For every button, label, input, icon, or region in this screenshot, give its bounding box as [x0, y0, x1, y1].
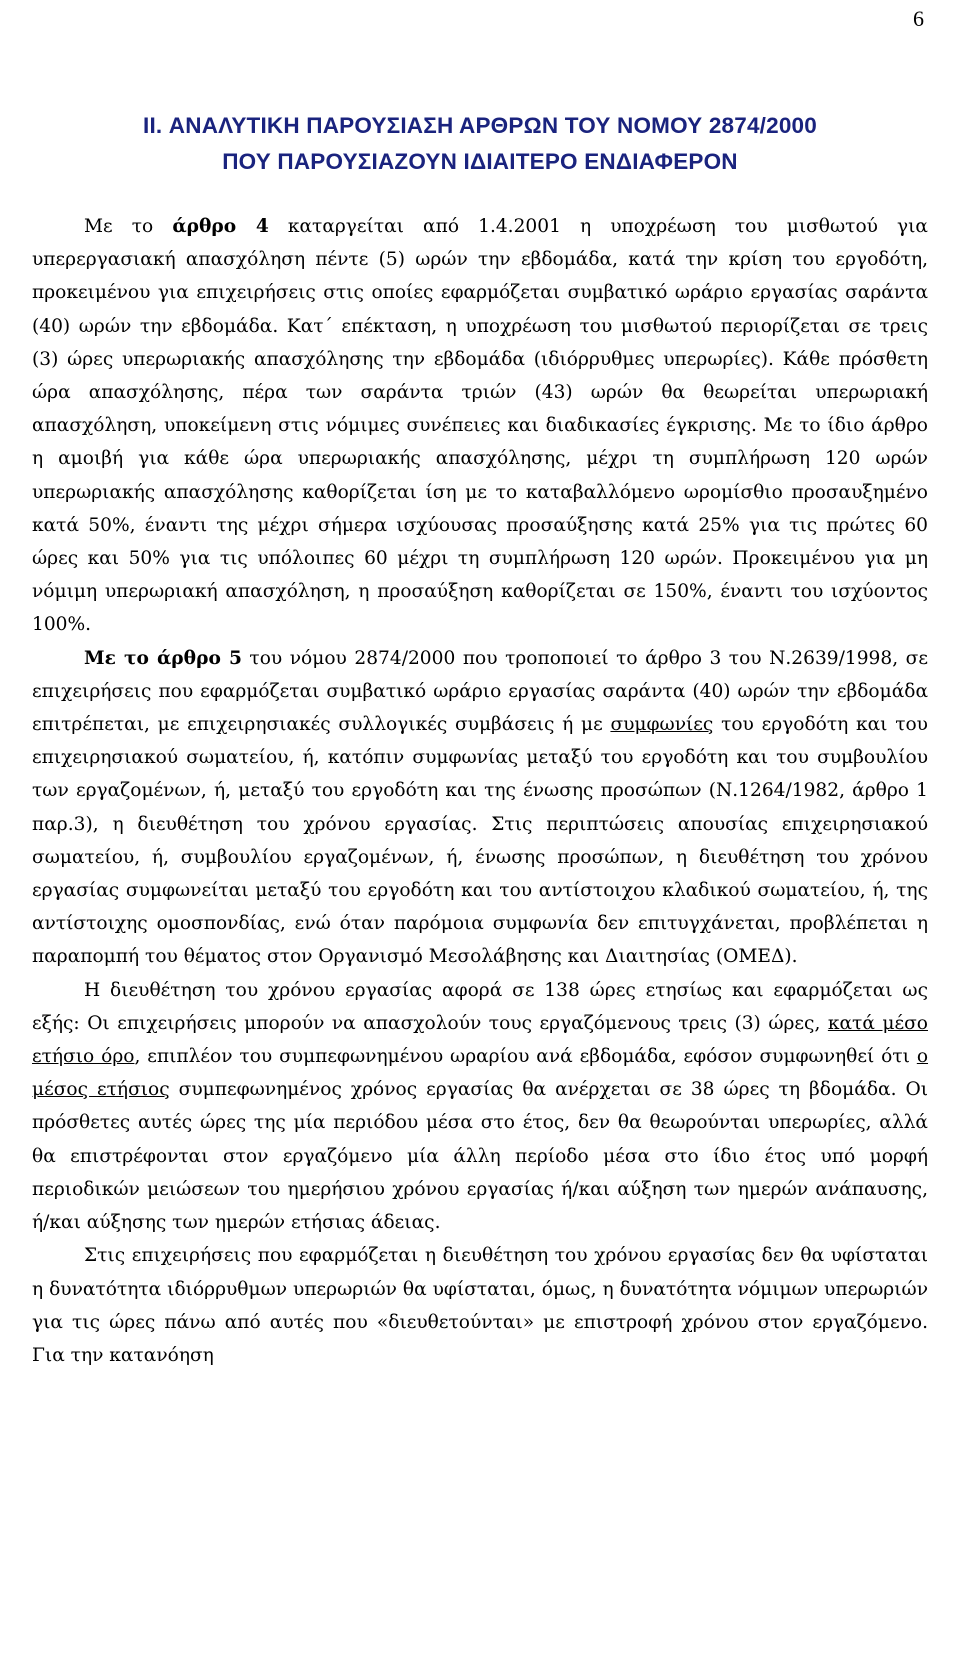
- paragraph-working-time: [32, 974, 928, 1240]
- paragraph-article-5: [32, 642, 928, 974]
- underlined-run: ο μέσος ετήσιος: [32, 1046, 929, 1101]
- text-run: Με το: [84, 216, 173, 237]
- bold-run: άρθρο 4: [172, 216, 269, 237]
- text-run: Η διευθέτηση του χρόνου εργασίας αφορά σε 138 ώρες ετησίως και εφαρμόζεται ως εξής: Οι επιχειρήσεις μπορούν να απασχολούν τους εργαζόμενους τρεις (3) ώρες,: [32, 979, 928, 1034]
- bold-run: Με το άρθρο 5: [84, 647, 242, 669]
- text-run: , επιπλέον του συμπεφωνημένου ωραρίου ανά εβδομάδα, εφόσον συμφωνηθεί ότι: [134, 1046, 917, 1068]
- underlined-run: κατά μέσο ετήσιο όρο: [32, 1012, 928, 1068]
- text-run: του εργοδότη και του επιχειρησιακού σωματείου, ή, κατόπιν συμφωνίας μεταξύ του εργοδότη και του συμβουλίου των εργαζομένων, ή, μεταξύ του εργοδότη και της ένωσης προσώπων (Ν.1264/1982, άρθρο 1 παρ.3), η διευθέτηση του χρόνου εργασίας. Στις περιπτώσεις απουσίας επιχειρησιακού σωματείου, ή, συμβουλίου εργαζομένων, ή, ένωσης προσώπων, η διευθέτηση του χρόνου εργασίας συμφωνείται μεταξύ του εργοδότη και του αντίστοιχου κλαδικού σωματείου, ή, της αντίστοιχης ομοσπονδίας, ενώ όταν παρόμοια συμφωνία δεν επιτυγχάνεται, προβλέπεται η παραπομπή του θέματος στον Οργανισμό Μεσολάβησης και Διαιτησίας (ΟΜΕΔ).: [32, 714, 928, 968]
- paragraph-overtime-arrangement: [32, 1239, 928, 1372]
- section-heading: [0, 108, 960, 180]
- underlined-run: συμφωνίες: [610, 714, 714, 736]
- heading-line-1: II. ΑΝΑΛΥΤΙΚΗ ΠΑΡΟΥΣΙΑΣΗ ΑΡΘΡΩΝ ΤΟΥ ΝΟΜΟΥ 2874/2000: [143, 113, 817, 138]
- text-run: του νόμου 2874/2000 που τροποποιεί το άρθρο 3 του Ν.2639/1998, σε επιχειρήσεις που εφαρμόζεται συμβατικό ωράριο εργασίας σαράντα (40) ωρών την εβδομάδα επιτρέπεται, με επιχειρησιακές συλλογικές συμβάσεις ή με: [32, 647, 928, 736]
- heading-line-2: ΠΟΥ ΠΑΡΟΥΣΙΑΖΟΥΝ ΙΔΙΑΙΤΕΡΟ ΕΝΔΙΑΦΕΡΟΝ: [222, 149, 738, 174]
- text-run: Στις επιχειρήσεις που εφαρμόζεται η διευθέτηση του χρόνου εργασίας δεν θα υφίσταται η δυνατότητα ιδιόρρυθμων υπερωριών θα υφίσταται, όμως, η δυνατότητα νόμιμων υπερωριών για τις ώρες πάνω από αυτές που «διευθετούνται» με επιστροφή χρόνου στον εργαζόμενο. Για την κατανόηση: [32, 1245, 928, 1366]
- paragraph-article-4: [32, 210, 928, 642]
- text-run: συμπεφωνημένος χρόνος εργασίας θα ανέρχεται σε 38 ώρες τη βδομάδα. Οι πρόσθετες αυτές ώρες της μία περιόδου μέσα στο έτος, δεν θα θεωρούνται υπερωρίες, αλλά θα επιστρέφονται στον εργαζόμενο μία άλλη περίοδο μέσα στο ίδιο έτος υπό μορφή περιοδικών μειώσεων του ημερήσιου χρόνου εργασίας ή/και αύξηση των ημερών ανάπαυσης, ή/και αύξησης των ημερών ετήσιας άδειας.: [32, 1079, 929, 1234]
- page-number: 6: [913, 6, 924, 31]
- text-run: καταργείται από 1.4.2001 η υποχρέωση του μισθωτού για υπερεργασιακή απασχόληση πέντε (5) ωρών την εβδομάδα, κατά την κρίση του εργοδότη, προκειμένου για επιχειρήσεις στις οποίες εφαρμόζεται συμβατικό ωράριο εργασίας σαράντα (40) ωρών την εβδομάδα. Κατ΄ επέκταση, η υποχρέωση του μισθωτού περιορίζεται σε τρεις (3) ώρες υπερωριακής απασχόλησης την εβδομάδα (ιδιόρρυθμες υπερωρίες). Κάθε πρόσθετη ώρα απασχόλησης, πέρα των σαράντα τριών (43) ωρών θα θεωρείται υπερωριακή απασχόληση, υποκείμενη στις νόμιμες συνέπειες και διαδικασίες έγκρισης. Με το ίδιο άρθρο η αμοιβή για κάθε ώρα υπερωριακής απασχόλησης, μέχρι τη συμπλήρωση 120 ωρών υπερωριακής απασχόλησης καθορίζεται ίση με το καταβαλλόμενο ωρομίσθιο προσαυξημένο κατά 50%, έναντι της μέχρι σήμερα ισχύουσας προσαύξησης κατά 25% για τις πρώτες 60 ώρες και 50% για τις υπόλοιπες 60 μέχρι τη συμπλήρωση 120 ωρών. Προκειμένου για μη νόμιμη υπερωριακή απασχόληση, η προσαύξηση καθορίζεται σε 150%, έναντι του ισχύοντος 100%.: [32, 216, 928, 636]
- document-body: [32, 210, 928, 1372]
